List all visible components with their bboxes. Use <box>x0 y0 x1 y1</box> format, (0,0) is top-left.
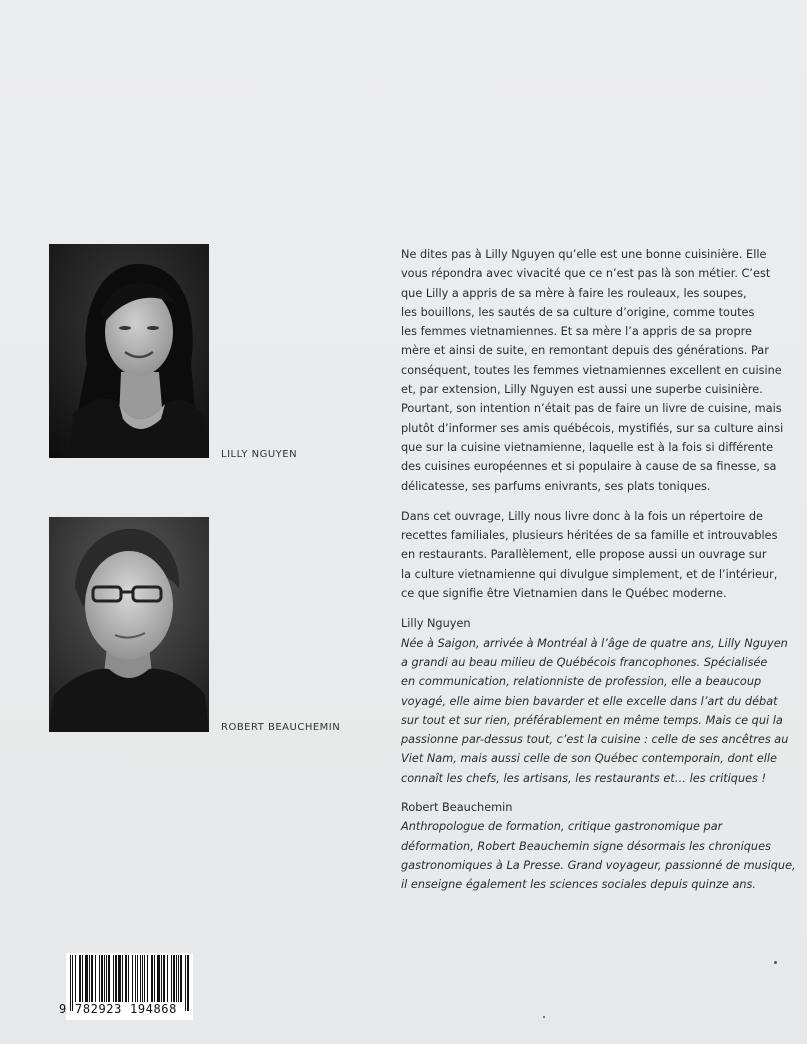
intro-paragraph-1 <box>401 245 784 496</box>
text-line: Ne dites pas à Lilly Nguyen qu’elle est une bonne cuisinière. Elle <box>401 248 767 261</box>
text-line: Viet Nam, mais aussi celle de son Québec contemporain, dont elle <box>401 752 777 766</box>
text-line: il enseigne également les sciences sociales depuis quinze ans. <box>401 878 757 892</box>
text-line: la culture vietnamienne qui divulgue simplement, et de l’intérieur, <box>401 567 778 581</box>
text-line: déformation, Robert Beauchemin signe désormais les chroniques <box>401 839 771 853</box>
text-line: et, par extension, Lilly Nguyen est aussi une superbe cuisinière. <box>401 383 763 397</box>
text-line: conséquent, toutes les femmes vietnamiennes excellent en cuisine <box>401 363 782 377</box>
text-line: en communication, relationniste de profession, elle a beaucoup <box>401 675 762 689</box>
text-line: les femmes vietnamiennes. Et sa mère l’a appris de sa propre <box>401 325 752 339</box>
text-line: que sur la cuisine vietnamienne, laquelle est à la fois si différente <box>401 440 774 454</box>
bio-lilly-nguyen <box>401 634 789 788</box>
author-photo-robert-beauchemin <box>49 517 209 732</box>
text-line: en restaurants. Parallèlement, elle propose aussi un ouvrage sur <box>401 548 767 562</box>
text-line: Pourtant, son intention n’était pas de faire un livre de cuisine, mais <box>401 402 782 416</box>
text-line: plutôt d’informer ses amis québécois, mystifiés, sur sa culture ainsi <box>401 421 784 435</box>
text-line: mère et ainsi de suite, en remontant depuis des générations. Par <box>401 344 769 358</box>
scan-speck <box>543 1016 545 1018</box>
text-line: gastronomiques à La Presse. Grand voyageur, passionné de musique, <box>401 858 796 872</box>
isbn-group-2: 194868 <box>130 1002 177 1016</box>
text-line: Anthropologue de formation, critique gastronomique par <box>401 820 723 834</box>
text-line: les bouillons, les sautés de sa culture d’origine, comme toutes <box>401 305 755 319</box>
text-line: a grandi au beau milieu de Québécois francophones. Spécialisée <box>401 655 768 669</box>
description-column <box>401 245 796 905</box>
text-line: recettes familiales, plusieurs héritées de sa famille et introuvables <box>401 529 778 543</box>
text-line: sur tout et sur rien, préférablement en même temps. Mais ce qui la <box>401 713 783 727</box>
text-line: Dans cet ouvrage, Lilly nous livre donc à la fois un répertoire de <box>401 509 763 523</box>
text-line: des cuisines européennes et si populaire à cause de sa finesse, sa <box>401 460 777 474</box>
bio-name-robert-beauchemin: Robert Beauchemin <box>401 801 513 815</box>
text-line: vous répondra avec vivacité que ce n’est pas là son métier. C’est <box>401 267 771 281</box>
text-line: passionne par-dessus tout, c’est la cuisine : celle de ses ancêtres au <box>401 733 789 747</box>
text-line: que Lilly a appris de sa mère à faire les rouleaux, les soupes, <box>401 286 747 300</box>
bio-name-lilly-nguyen: Lilly Nguyen <box>401 617 471 631</box>
text-line: voyagé, elle aime bien bavarder et elle excelle dans l’art du débat <box>401 694 778 708</box>
author-caption-robert-beauchemin: ROBERT BEAUCHEMIN <box>221 722 341 733</box>
text-line: ce que signifie être Vietnamien dans le Québec moderne. <box>401 587 727 601</box>
scan-speck <box>774 961 777 964</box>
text-line: Née à Saigon, arrivée à Montréal à l’âge de quatre ans, Lilly Nguyen <box>401 636 788 650</box>
bio-robert-beauchemin <box>401 817 796 894</box>
text-line: connaît les chefs, les artisans, les restaurants et… les critiques ! <box>401 771 767 785</box>
text-line: délicatesse, ses parfums enivrants, ses plats toniques. <box>401 479 711 493</box>
intro-paragraph-2 <box>401 507 778 603</box>
author-photo-lilly-nguyen <box>49 244 209 458</box>
isbn-lead-digit: 9 <box>59 1002 67 1016</box>
author-caption-lilly-nguyen: LILLY NGUYEN <box>221 449 298 460</box>
isbn-group-1: 782923 <box>75 1002 122 1016</box>
